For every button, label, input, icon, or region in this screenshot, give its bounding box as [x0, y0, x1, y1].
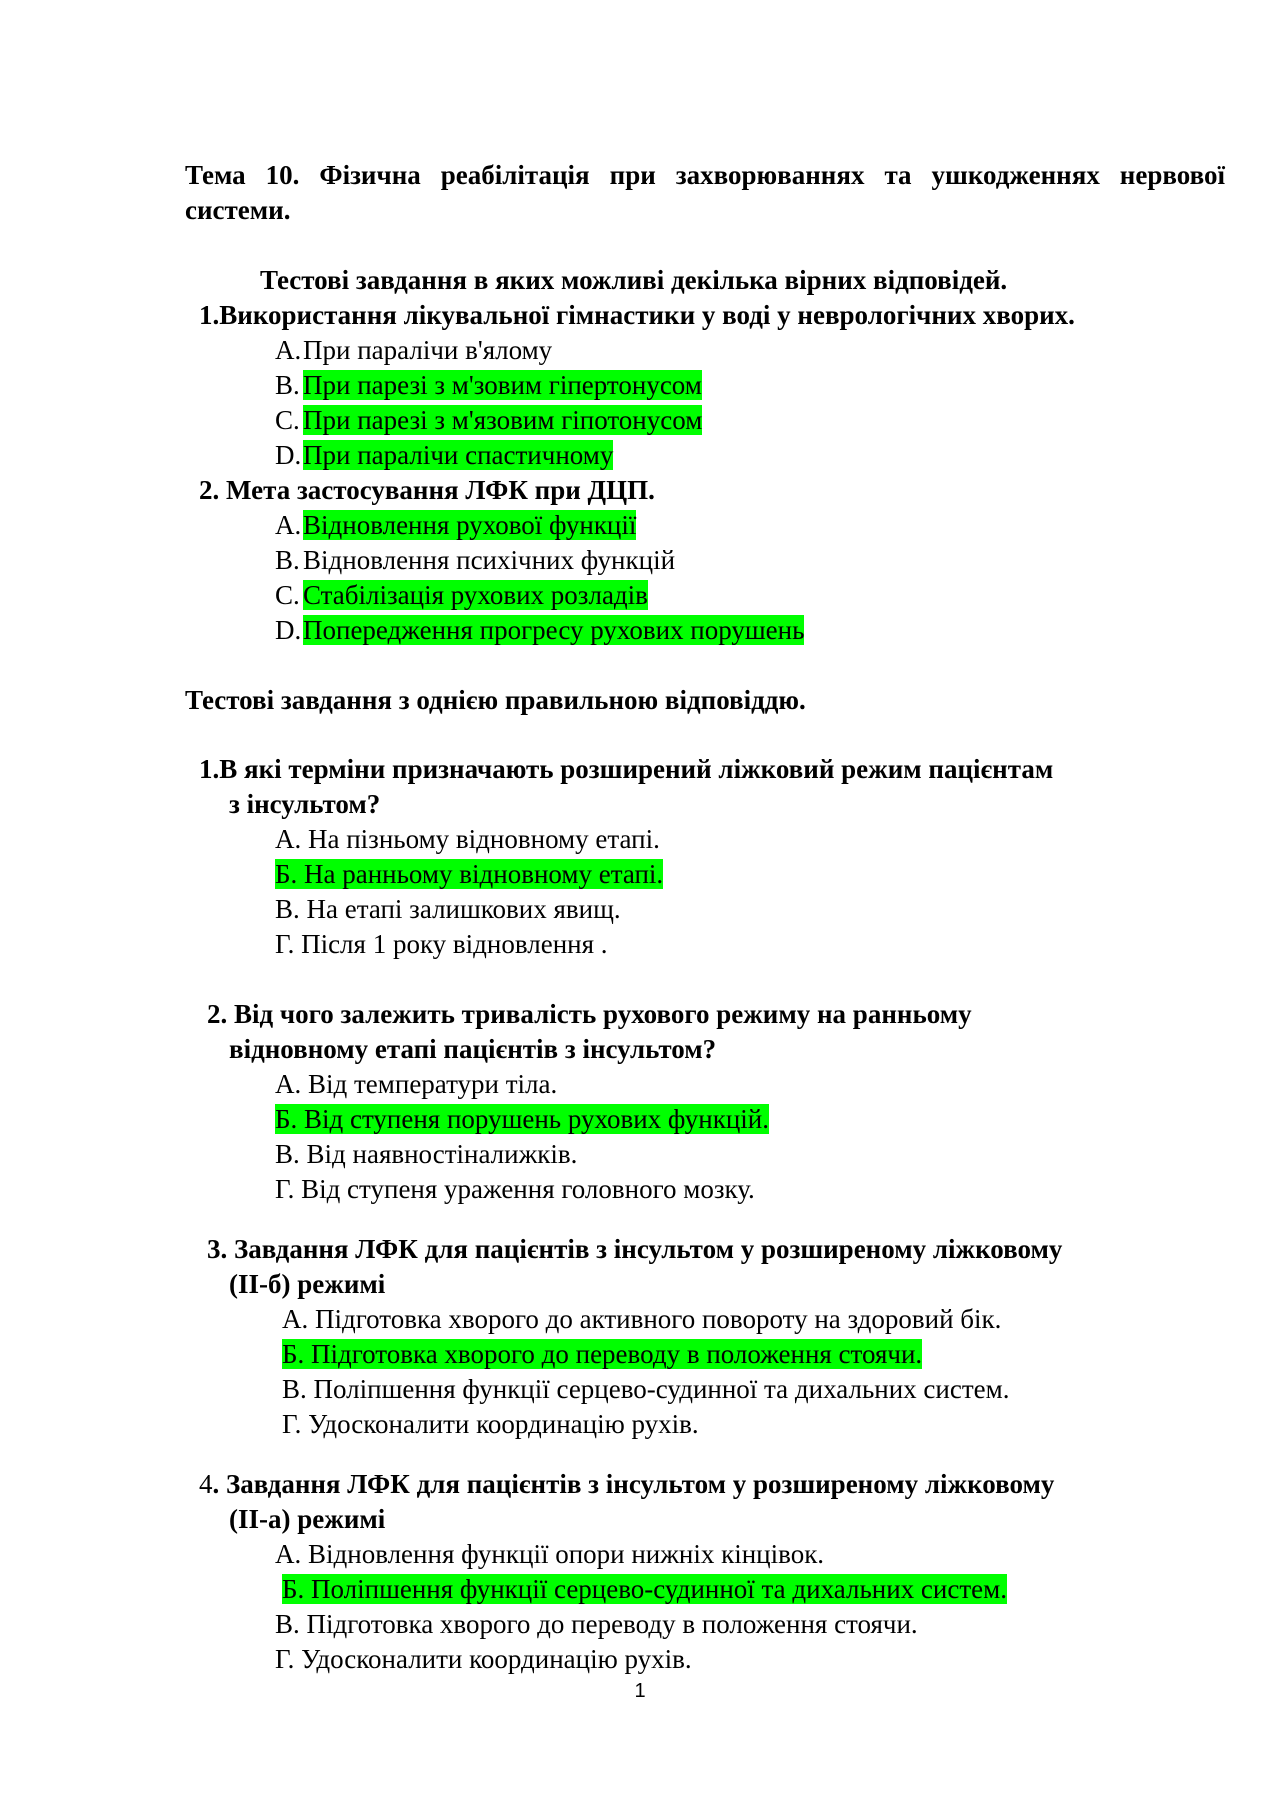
highlighted-answer: Б. Від ступеня порушень рухових функцій. — [275, 1104, 769, 1134]
answer-option — [275, 333, 552, 368]
highlighted-answer: При парезі з м'язовим гіпотонусом — [303, 405, 703, 435]
answer-option: В. На етапі залишкових явищ. — [275, 894, 621, 924]
highlighted-answer: При паралічи спастичному — [303, 440, 614, 470]
question-text: 1.В які терміни призначають розширений ліжковий режим пацієнтам — [199, 754, 1054, 784]
answer-option: В. Від наявностіналижків. — [275, 1139, 578, 1169]
option-letter: C. — [275, 405, 300, 435]
question-text-continued: відновному етапі пацієнтів з інсультом? — [229, 1034, 717, 1064]
option-letter: A. — [275, 510, 302, 540]
question-text: 2. Від чого залежить тривалість рухового режиму на ранньому — [207, 999, 972, 1029]
page-number: 1 — [634, 1680, 646, 1702]
highlighted-answer: Стабілізація рухових розладів — [303, 580, 648, 610]
answer-option: В. Поліпшення функції серцево-судинної та дихальних систем. — [282, 1374, 1010, 1404]
option-letter: C. — [275, 580, 300, 610]
option-letter: B. — [275, 545, 300, 575]
answer-option — [275, 857, 663, 892]
option-letter: B. — [275, 370, 300, 400]
section-heading-single-answer: Тестові завдання з однією правильною відповіддю. — [185, 685, 806, 715]
answer-option — [275, 403, 702, 438]
answer-option: Г. Удосконалити координацію рухів. — [282, 1409, 699, 1439]
answer-option: В. Підготовка хворого до переводу в положення стоячи. — [275, 1609, 918, 1639]
option-letter: D. — [275, 440, 302, 470]
question-number: 4 — [199, 1469, 213, 1499]
option-text: При паралічи в'ялому — [303, 335, 553, 365]
answer-option — [275, 508, 636, 543]
answer-option — [275, 543, 675, 578]
highlighted-answer: Б. На ранньому відновному етапі. — [275, 859, 664, 889]
answer-option: А. На пізньому відновному етапі. — [275, 824, 660, 854]
option-letter: D. — [275, 615, 302, 645]
section-heading-multiple-answers: Тестові завдання в яких можливі декілька вірних відповідей. — [260, 265, 1008, 295]
question-text — [199, 1467, 1054, 1502]
answer-option: А. Від температури тіла. — [275, 1069, 558, 1099]
answer-option — [275, 578, 648, 613]
option-letter: A. — [275, 335, 302, 365]
highlighted-answer: Відновлення рухової функції — [303, 510, 637, 540]
question-text-continued: з інсультом? — [229, 789, 381, 819]
answer-option: Г. Від ступеня ураження головного мозку. — [275, 1174, 755, 1204]
question-text: 3. Завдання ЛФК для пацієнтів з інсультом у розширеному ліжковому — [207, 1234, 1063, 1264]
answer-option: А. Підготовка хворого до активного повороту на здоровий бік. — [282, 1304, 1002, 1334]
question-text: 2. Мета застосування ЛФК при ДЦП. — [199, 475, 655, 505]
answer-option: Г. Удосконалити координацію рухів. — [275, 1644, 692, 1674]
answer-option — [275, 368, 702, 403]
highlighted-answer: Б. Підготовка хворого до переводу в положення стоячи. — [282, 1339, 923, 1369]
page-title: Тема 10. Фізична реабілітація при захворюваннях та ушкодженнях нервової системи. — [185, 160, 1225, 225]
question-text-body: . Завдання ЛФК для пацієнтів з інсультом у розширеному ліжковому — [212, 1469, 1055, 1499]
answer-option: Г. Після 1 року відновлення . — [275, 929, 608, 959]
answer-option — [275, 438, 613, 473]
highlighted-answer: При парезі з м'зовим гіпертонусом — [303, 370, 702, 400]
question-text-continued: (ІІ-а) режимі — [229, 1504, 386, 1534]
answer-option — [275, 613, 804, 648]
highlighted-answer: Б. Поліпшення функції серцево-судинної та дихальних систем. — [282, 1574, 1007, 1604]
question-text-continued: (ІІ-б) режимі — [229, 1269, 386, 1299]
option-text: Відновлення психічних функцій — [303, 545, 676, 575]
answer-option — [275, 1102, 769, 1137]
answer-option: А. Відновлення функції опори нижніх кінцівок. — [275, 1539, 825, 1569]
answer-option — [282, 1337, 922, 1372]
highlighted-answer: Попередження прогресу рухових порушень — [303, 615, 805, 645]
question-text: 1.Використання лікувальної гімнастики у воді у неврологічних хворих. — [199, 300, 1075, 330]
answer-option — [282, 1572, 1007, 1607]
